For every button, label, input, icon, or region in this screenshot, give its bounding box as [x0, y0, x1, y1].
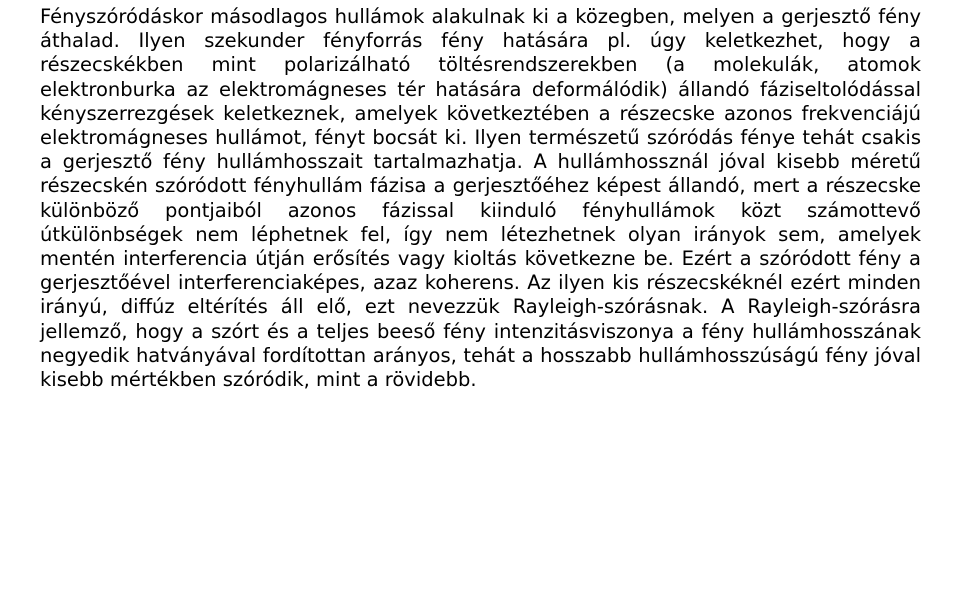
body-paragraph: Fényszóródáskor másodlagos hullámok alakulnak ki a közegben, melyen a gerjesztő fény áthalad. Ilyen szekunder fényforrás fény hatására pl. úgy keletkezhet, hogy a részecskékben mint polarizálható töltésrendszerekben (a molekulák, atomok elektronburka az elektromágneses tér hatására deformálódik) állandó fáziseltolódással kényszerrezgések keletkeznek, amelyek következtében a részecske azonos frekvenciájú elektromágneses hullámot, fényt bocsát ki. Ilyen természetű szóródás fénye tehát csakis a gerjesztő fény hullámhosszait tartalmazhatja. A hullámhossznál jóval kisebb méretű részecskén szóródott fényhullám fázisa a gerjesztőéhez képest állandó, mert a részecske különböző pontjaiból azonos fázissal kiinduló fényhullámok közt számottevő útkülönbségek nem léphetnek fel, így nem létezhetnek olyan irányok sem, amelyek mentén interferencia útján erősítés vagy kioltás következne be. Ezért a szóródott fény a gerjesztőével interferenciaképes, azaz koherens. Az ilyen kis részecskéknél ezért minden irányú, diffúz eltérítés áll elő, ezt nevezzük Rayleigh-szórásnak. A Rayleigh-szórásra jellemző, hogy a szórt és a teljes beeső fény intenzitásviszonya a fény hullámhosszának negyedik hatványával fordítottan arányos, tehát a hosszabb hullámhosszúságú fény jóval kisebb mértékben szóródik, mint a rövidebb.	[40, 5, 921, 392]
